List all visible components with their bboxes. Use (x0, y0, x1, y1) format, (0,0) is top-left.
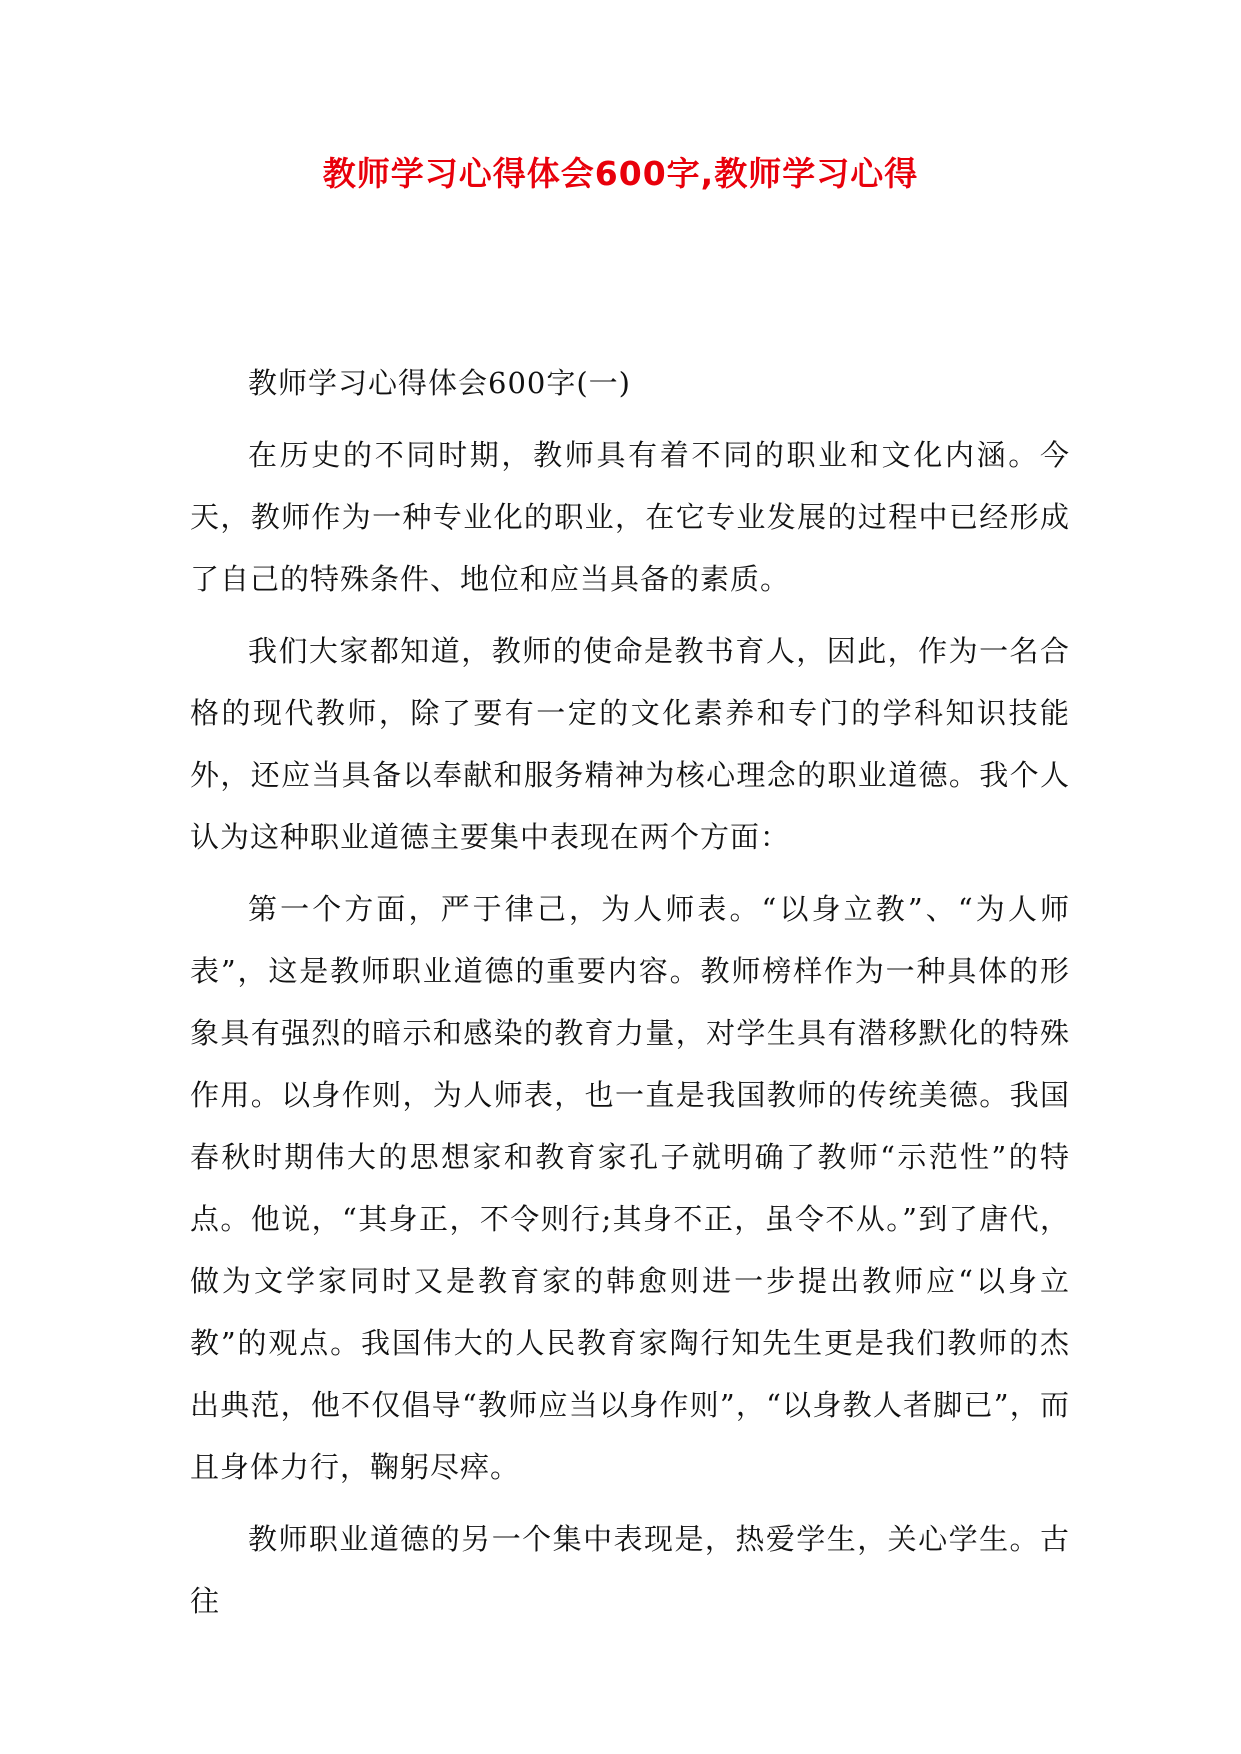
document-title: 教师学习心得体会600字,教师学习心得 (322, 154, 919, 193)
paragraph: 第一个方面，严于律己，为人师表。“以身立教”、“为人师表”，这是教师职业道德的重要内容。教师榜样作为一种具体的形象具有强烈的暗示和感染的教育力量，对学生具有潜移默化的特殊作用。以身作则，为人师表，也一直是我国教师的传统美德。我国春秋时期伟大的思想家和教育家孔子就明确了教师“示范性”的特点。他说，“其身正，不令则行;其身不正，虽令不从。”到了唐代，做为文学家同时又是教育家的韩愈则进一步提出教师应“以身立教”的观点。我国伟大的人民教育家陶行知先生更是我们教师的杰出典范，他不仅倡导“教师应当以身作则”，“以身教人者脚已”，而且身体力行，鞠躬尽瘁。 (190, 892, 1070, 1484)
paragraph: 教师职业道德的另一个集中表现是，热爱学生，关心学生。古往 (190, 1522, 1070, 1618)
paragraph-heading: 教师学习心得体会600字(一) (248, 366, 631, 400)
paragraph: 在历史的不同时期，教师具有着不同的职业和文化内涵。今天，教师作为一种专业化的职业，在它专业发展的过程中已经形成了自己的特殊条件、地位和应当具备的素质。 (190, 438, 1070, 596)
document-body (190, 352, 1070, 1632)
paragraph: 我们大家都知道，教师的使命是教书育人，因此，作为一名合格的现代教师，除了要有一定的文化素养和专门的学科知识技能外，还应当具备以奉献和服务精神为核心理念的职业道德。我个人认为这种职业道德主要集中表现在两个方面： (190, 634, 1070, 854)
